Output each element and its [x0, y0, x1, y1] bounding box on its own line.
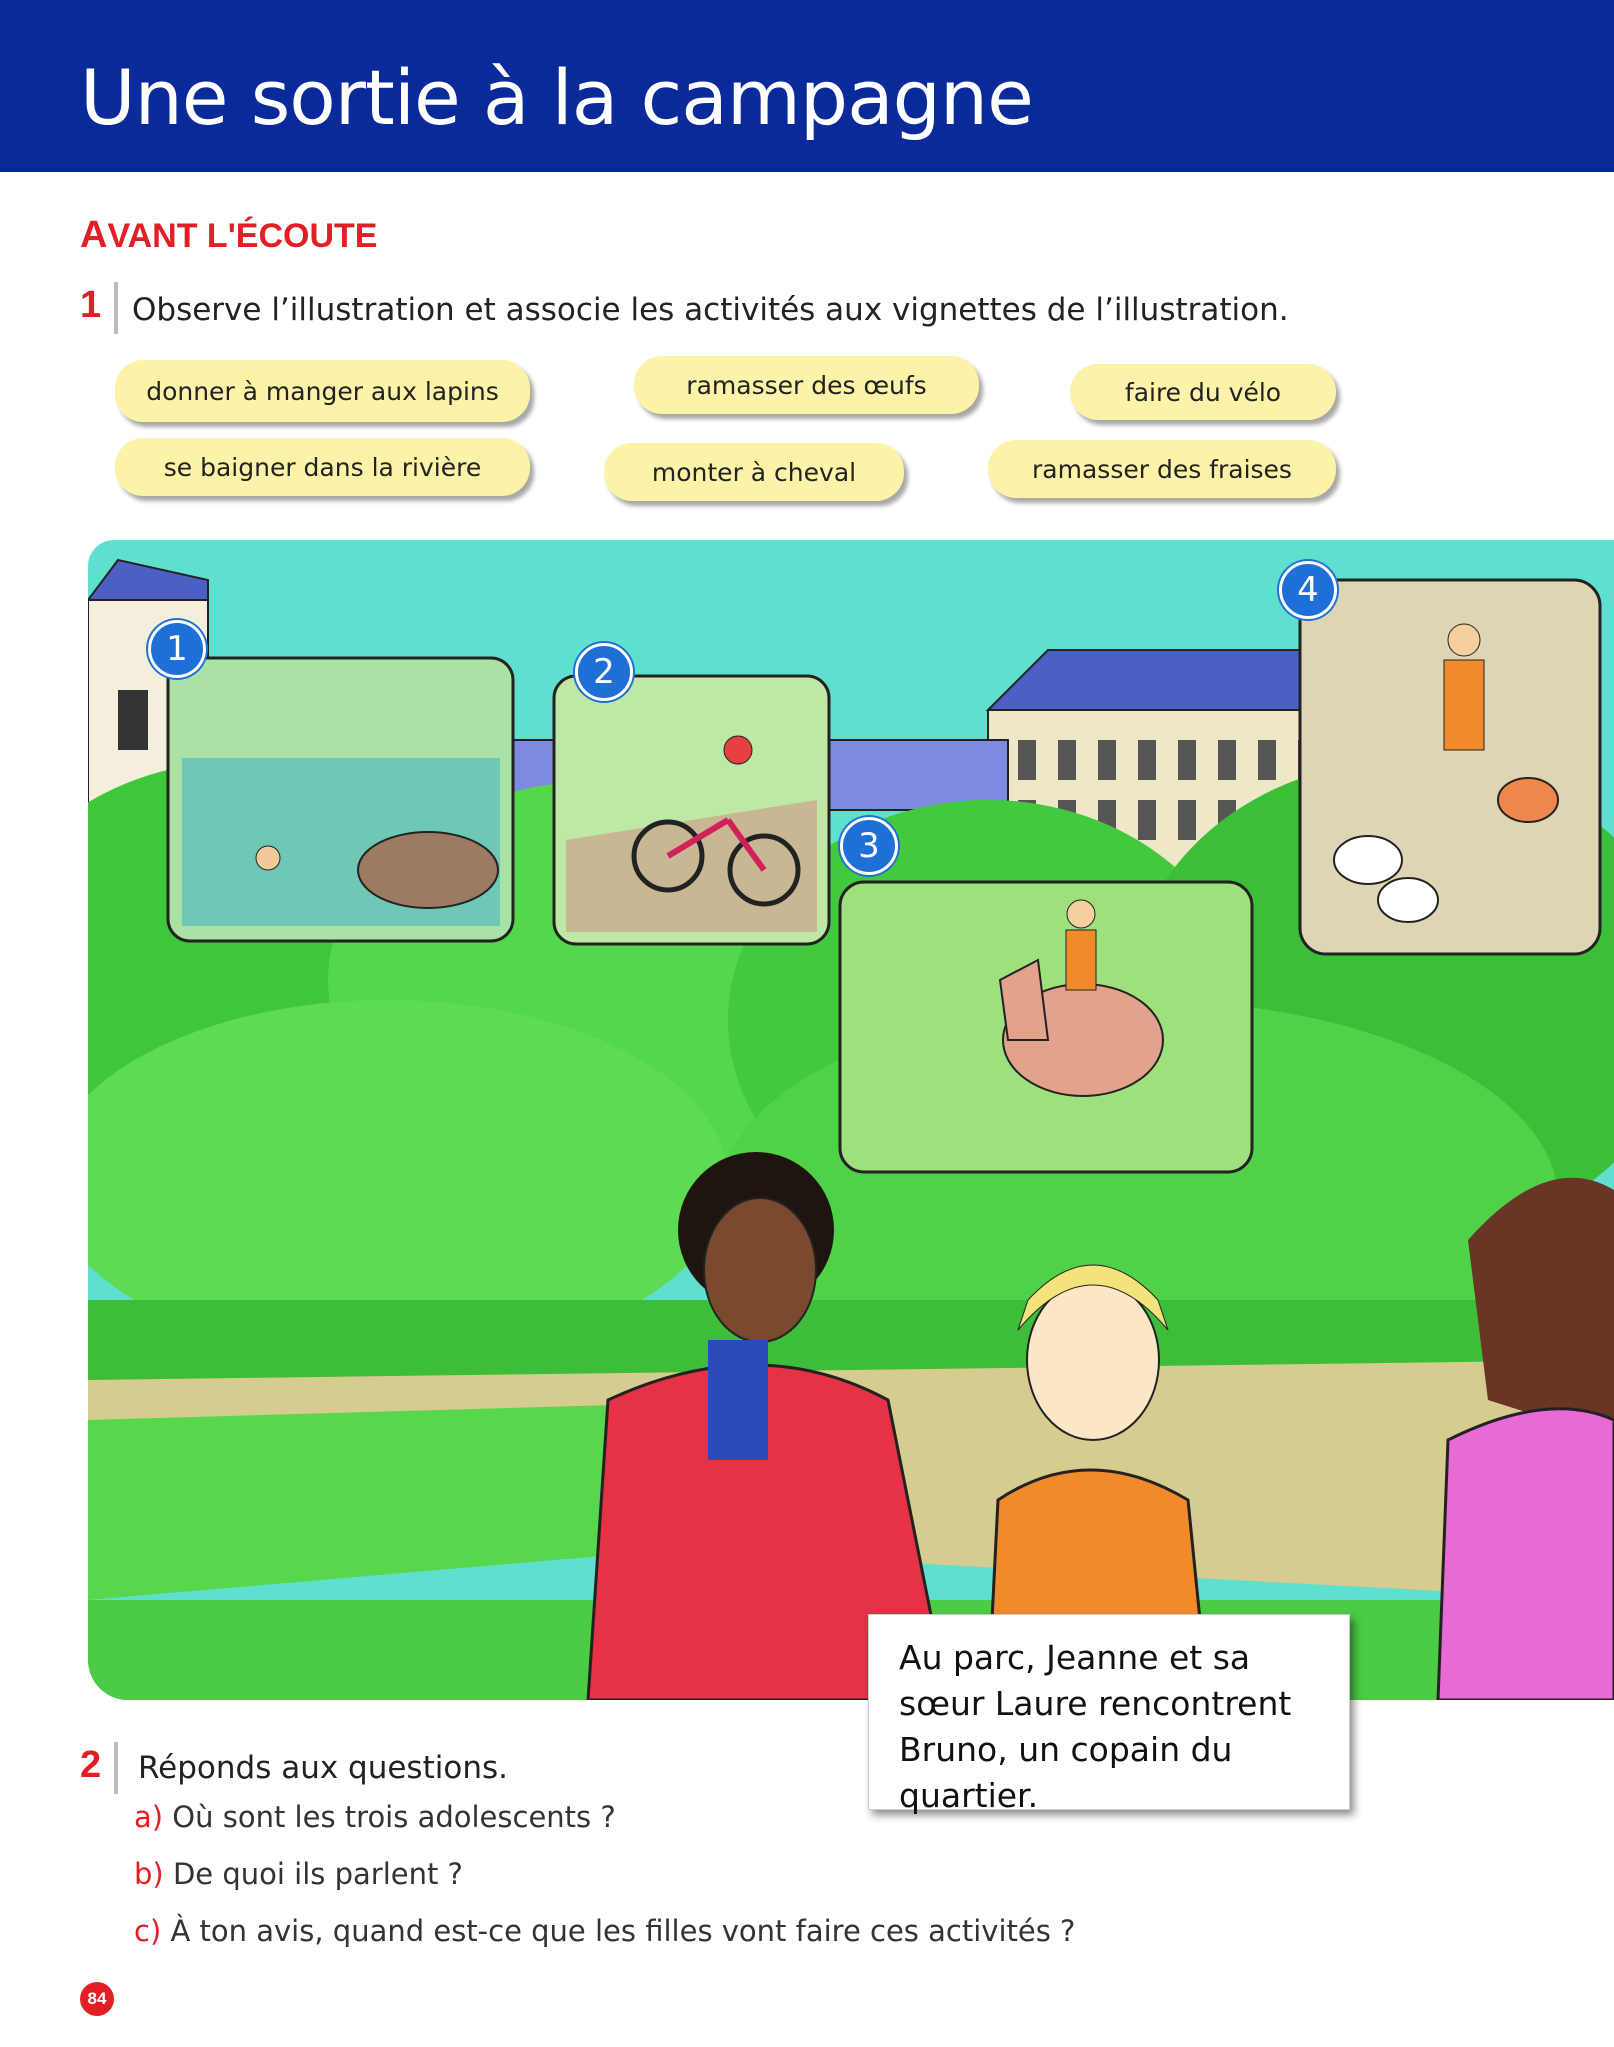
page-number: 84	[80, 1982, 114, 2016]
vignette-badge: 1	[148, 620, 206, 678]
section-title: AVANT L'ÉCOUTE	[80, 214, 378, 256]
exercise-1-instruction: Observe l’illustration et associe les activités aux vignettes de l’illustration.	[132, 292, 1289, 328]
question-b: b) De quoi ils parlent ?	[134, 1857, 463, 1891]
vignette-badge: 3	[840, 817, 898, 875]
question-c: c) À ton avis, quand est-ce que les filles vont faire ces activités ?	[134, 1914, 1076, 1948]
header-banner	[0, 0, 1614, 172]
park-scene-drawing	[88, 540, 1614, 1700]
page-title: Une sortie à la campagne	[80, 53, 1033, 142]
activity-chip: faire du vélo	[1070, 364, 1336, 420]
exercise-1-divider	[114, 282, 118, 334]
exercise-2-divider	[114, 1742, 118, 1794]
illustration-caption: Au parc, Jeanne et sa sœur Laure rencontrent Bruno, un copain du quartier.	[868, 1614, 1350, 1810]
vignette-badge: 4	[1279, 561, 1337, 619]
activity-chip: monter à cheval	[604, 443, 904, 501]
activity-chip: ramasser des œufs	[634, 356, 979, 414]
exercise-1-number: 1	[80, 284, 102, 326]
exercise-2-instruction: Réponds aux questions.	[138, 1750, 508, 1786]
question-a: a) Où sont les trois adolescents ?	[134, 1800, 616, 1834]
activity-chip: ramasser des fraises	[988, 440, 1336, 498]
park-illustration	[88, 540, 1614, 1700]
exercise-2-number: 2	[80, 1744, 102, 1786]
activity-chip: donner à manger aux lapins	[115, 360, 530, 422]
activity-chip: se baigner dans la rivière	[115, 438, 530, 496]
vignette-badge: 2	[575, 643, 633, 701]
